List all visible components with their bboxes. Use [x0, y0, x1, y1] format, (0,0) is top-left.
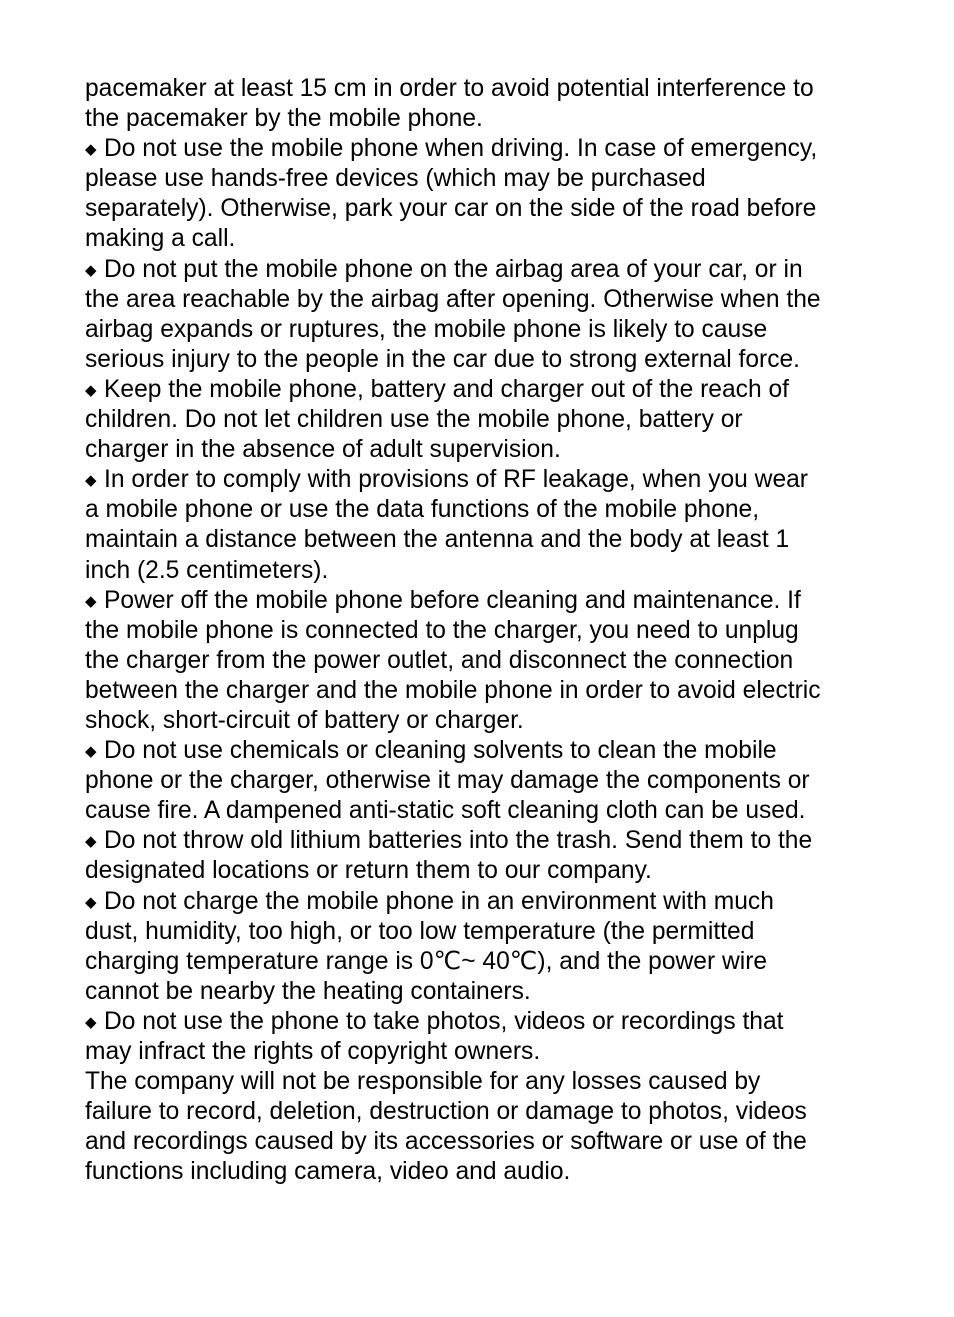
- diamond-bullet-icon: ◆: [85, 591, 97, 610]
- bullet-item-text: Do not charge the mobile phone in an environment with much dust, humidity, too high, or too low temperature (the permitted charging temperature range is 0℃~ 40℃), and the power wire cannot be nearby the heating containers.: [85, 887, 774, 1005]
- bullet-item-rf-leakage: [85, 465, 885, 585]
- bullet-item-charging-environment: [85, 887, 885, 1007]
- bullet-item-driving: [85, 134, 885, 254]
- bullet-item-airbag: [85, 255, 885, 375]
- bullet-item-text: Power off the mobile phone before cleaning and maintenance. If the mobile phone is connected to the charger, you need to unplug the charger from the power outlet, and disconnect the connection between the charger and the mobile phone in order to avoid electric shock, short-circuit of battery or charger.: [85, 586, 821, 734]
- bullet-item-text: Do not put the mobile phone on the airbag area of your car, or in the area reachable by the airbag after opening. Otherwise when the airbag expands or ruptures, the mobile phone is likely to cause serious injury to the people in the car due to strong external force.: [85, 255, 821, 373]
- document-body: [85, 74, 885, 1187]
- paragraph-company-liability: [85, 1067, 885, 1187]
- bullet-item-chemicals: [85, 736, 885, 826]
- diamond-bullet-icon: ◆: [85, 832, 97, 851]
- paragraph-text: The company will not be responsible for any losses caused by failure to record, deletion, destruction or damage to photos, videos and recordings caused by its accessories or software or use of the functions including camera, video and audio.: [85, 1068, 807, 1186]
- bullet-item-text: Do not throw old lithium batteries into the trash. Send them to the designated locations or return them to our company.: [85, 827, 813, 885]
- diamond-bullet-icon: ◆: [85, 471, 97, 490]
- bullet-item-copyright: [85, 1007, 885, 1067]
- bullet-item-batteries: [85, 826, 885, 886]
- paragraph-text: pacemaker at least 15 cm in order to avoid potential interference to the pacemaker by the mobile phone.: [85, 75, 814, 133]
- bullet-item-text: Do not use chemicals or cleaning solvents to clean the mobile phone or the charger, otherwise it may damage the components or cause fire. A dampened anti-static soft cleaning cloth can be used.: [85, 737, 810, 825]
- diamond-bullet-icon: ◆: [85, 742, 97, 761]
- diamond-bullet-icon: ◆: [85, 140, 97, 159]
- bullet-item-cleaning: [85, 586, 885, 736]
- bullet-item-text: Do not use the mobile phone when driving. In case of emergency, please use hands-free devices (which may be purchased separately). Otherwise, park your car on the side of the road before making a call.: [85, 135, 818, 253]
- diamond-bullet-icon: ◆: [85, 892, 97, 911]
- bullet-item-text: Do not use the phone to take photos, videos or recordings that may infract the rights of copyright owners.: [85, 1007, 784, 1065]
- bullet-item-text: In order to comply with provisions of RF leakage, when you wear a mobile phone or use the data functions of the mobile phone, maintain a distance between the antenna and the body at least 1 inch (2.5 centimeters).: [85, 466, 808, 584]
- bullet-item-text: Keep the mobile phone, battery and charger out of the reach of children. Do not let children use the mobile phone, battery or charger in the absence of adult supervision.: [85, 375, 789, 464]
- diamond-bullet-icon: ◆: [85, 260, 97, 279]
- bullet-item-children: [85, 375, 885, 465]
- diamond-bullet-icon: ◆: [85, 380, 97, 399]
- diamond-bullet-icon: ◆: [85, 1012, 97, 1031]
- paragraph-pacemaker-continuation: [85, 74, 885, 134]
